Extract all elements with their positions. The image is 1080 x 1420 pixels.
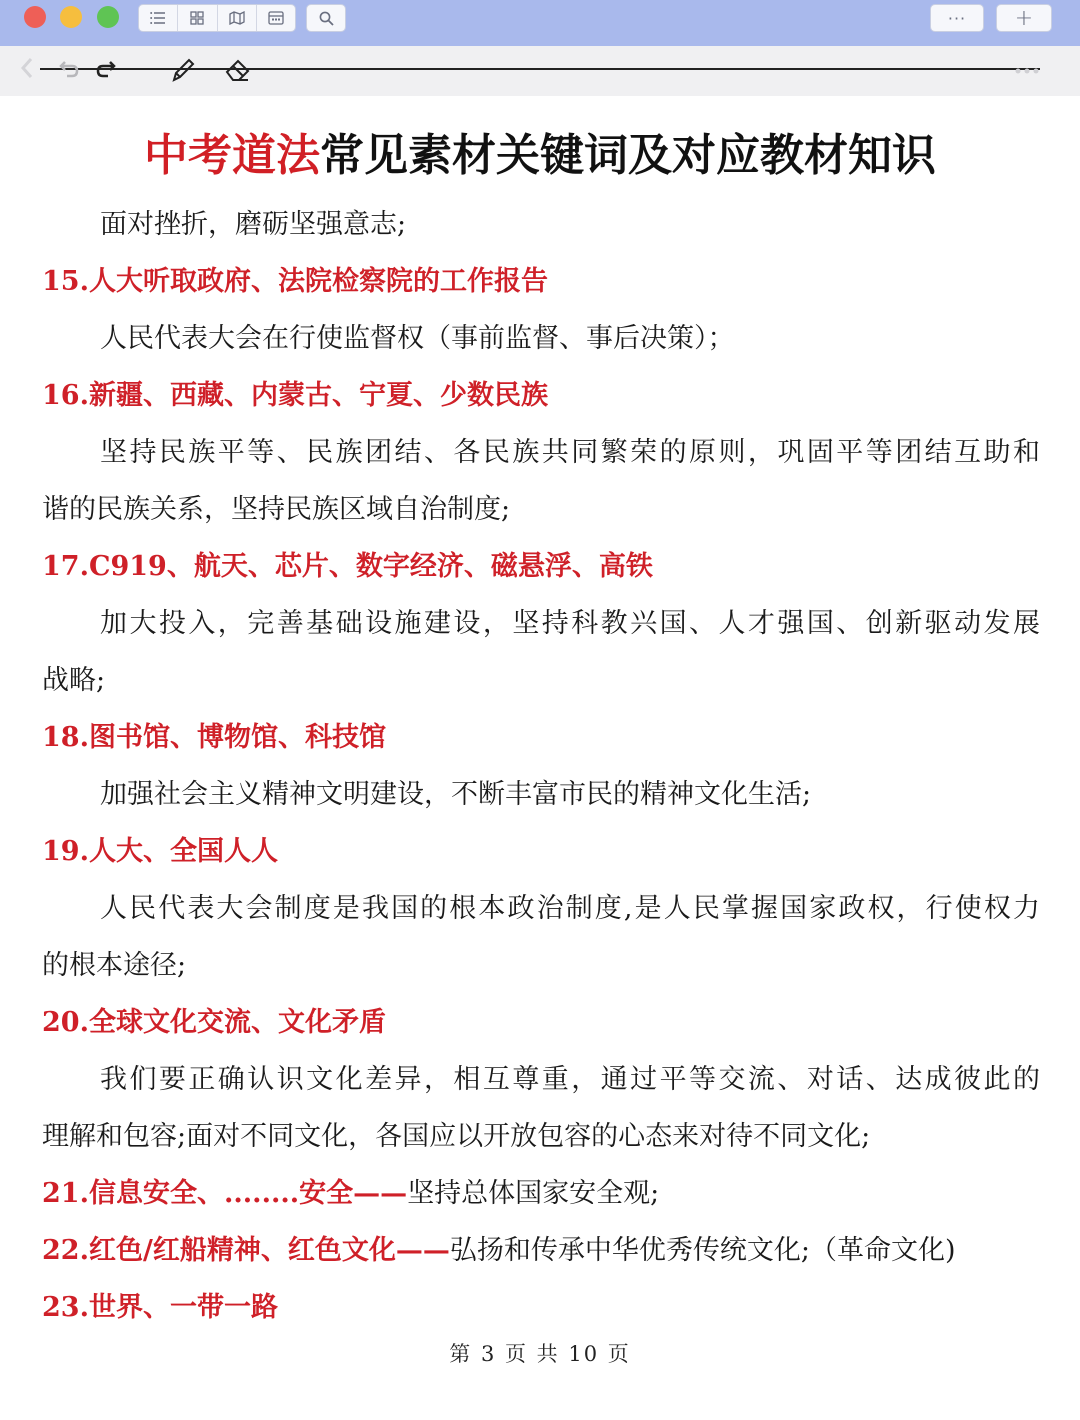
document-title (0, 126, 1080, 186)
heading-22-keywords: 22.红色/红船精神、红色文化—— (42, 1235, 450, 1266)
add-button[interactable]: + (996, 4, 1052, 32)
body-line: 谐的民族关系，坚持民族区域自治制度; (42, 494, 511, 525)
section-heading-17: 17.C919、航天、芯片、数字经济、磁悬浮、高铁 (42, 551, 653, 582)
body-line: 战略; (42, 665, 106, 696)
redo-icon[interactable] (95, 56, 117, 86)
section-heading-21 (42, 1165, 1042, 1222)
heading-21-keywords: 21.信息安全、........安全—— (42, 1178, 408, 1209)
window-titlebar (0, 0, 1080, 46)
section-heading-23: 23.世界、一带一路 (42, 1292, 278, 1323)
section-heading-22 (42, 1222, 1042, 1279)
body-line: 人民代表大会制度是我国的根本政治制度,是人民掌握国家政权，行使权力 (100, 893, 1040, 924)
body-line: 加强社会主义精神文明建设，不断丰富市民的精神文化生活; (100, 779, 812, 810)
document-title-black: 常见素材关键词及对应教材知识 (320, 130, 936, 181)
calendar-icon[interactable] (257, 5, 295, 31)
search-button[interactable] (306, 4, 346, 32)
zoom-window-button[interactable] (97, 6, 119, 28)
grid-icon[interactable] (178, 5, 217, 31)
heading-21-knowledge: 坚持总体国家安全观; (407, 1178, 660, 1209)
body-line: 的根本途径; (42, 950, 187, 981)
body-line: 理解和包容;面对不同文化，各国应以开放包容的心态来对待不同文化; (42, 1121, 871, 1152)
body-line: 加大投入，完善基础设施建设，坚持科教兴国、人才强国、创新驱动发展 (100, 608, 1040, 639)
eraser-icon[interactable] (224, 56, 252, 90)
pencil-icon[interactable] (170, 56, 196, 90)
back-chevron-icon[interactable] (20, 56, 34, 87)
view-mode-toolbar (138, 4, 296, 32)
search-icon (319, 11, 334, 26)
toolbar-more-icon[interactable] (1014, 56, 1040, 81)
minimize-window-button[interactable] (60, 6, 82, 28)
map-icon[interactable] (218, 5, 257, 31)
section-heading-20: 20.全球文化交流、文化矛盾 (42, 1007, 386, 1038)
body-line: 坚持民族平等、民族团结、各民族共同繁荣的原则，巩固平等团结互助和 (100, 437, 1040, 468)
close-window-button[interactable] (24, 6, 46, 28)
section-heading-16: 16.新疆、西藏、内蒙古、宁夏、少数民族 (42, 380, 548, 411)
section-heading-18: 18.图书馆、博物馆、科技馆 (42, 722, 386, 753)
body-line: 面对挫折，磨砺坚强意志; (100, 209, 407, 240)
more-options-button[interactable]: ··· (930, 4, 984, 32)
body-line: 我们要正确认识文化差异，相互尊重，通过平等交流、对话、达成彼此的 (100, 1064, 1040, 1095)
page-number-footer: 第 3 页 共 10 页 (449, 1342, 631, 1366)
section-heading-15: 15.人大听取政府、法院检察院的工作报告 (42, 266, 548, 297)
section-heading-19: 19.人大、全国人人 (42, 836, 278, 867)
heading-22-knowledge: 弘扬和传承中华优秀传统文化;（革命文化) (449, 1235, 956, 1266)
body-line: 人民代表大会在行使监督权（事前监督、事后决策）； (100, 323, 735, 354)
annotation-toolbar (0, 46, 1080, 96)
undo-icon[interactable] (58, 56, 80, 86)
document-title-red: 中考道法 (144, 130, 320, 181)
list-icon[interactable] (139, 5, 178, 31)
